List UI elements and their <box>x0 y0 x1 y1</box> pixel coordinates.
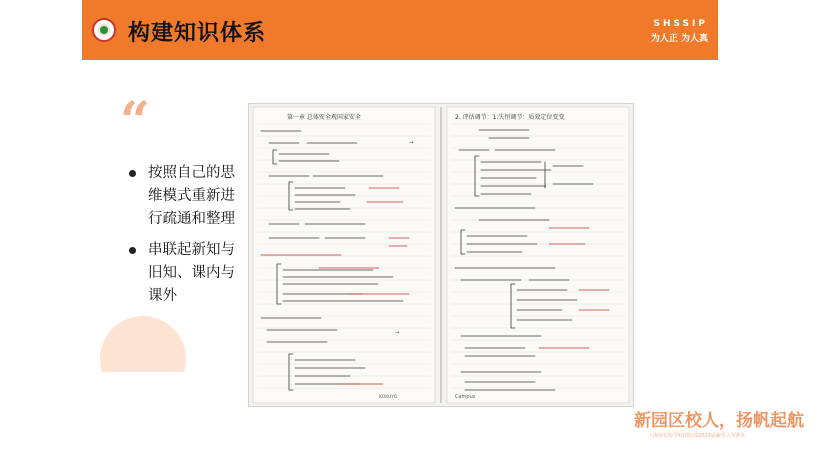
school-logo <box>92 18 116 42</box>
decorative-circle <box>100 316 186 402</box>
page-title: 构建知识体系 <box>128 21 267 46</box>
handwritten-notes-image <box>248 103 634 407</box>
brand-name: SHSSIP <box>653 19 708 29</box>
bullet-item <box>128 162 240 231</box>
bullet-text: 串联起新知与旧知、课内与课外 <box>148 242 235 304</box>
svg-text:→: → <box>395 330 400 336</box>
footer-slogan: 新园区校人，扬帆起航 <box>634 411 804 431</box>
bullet-text: 按照自己的思维模式重新进行疏通和整理 <box>148 165 235 227</box>
footer-slogan-sub: 上海市实验学校国际部2023届新生入学典礼 <box>648 433 746 439</box>
bullet-item <box>128 239 240 308</box>
brand <box>651 19 708 44</box>
notes-brand-right: Campus <box>455 394 476 400</box>
notes-left-title: 第一章 总体安全观国家安全 <box>287 114 361 121</box>
bullet-dot-icon <box>129 247 136 254</box>
quote-mark-icon: “ <box>120 91 150 152</box>
brand-motto: 为人正 为人真 <box>650 34 708 44</box>
bullet-dot-icon <box>129 170 136 177</box>
notes-right-title: 2. 评估调节：1.失恒调节：质效定位变变 <box>455 114 565 121</box>
bullet-list <box>128 162 240 316</box>
notes-brand-left: KOKUYO <box>379 395 398 400</box>
svg-text:→: → <box>409 140 414 146</box>
